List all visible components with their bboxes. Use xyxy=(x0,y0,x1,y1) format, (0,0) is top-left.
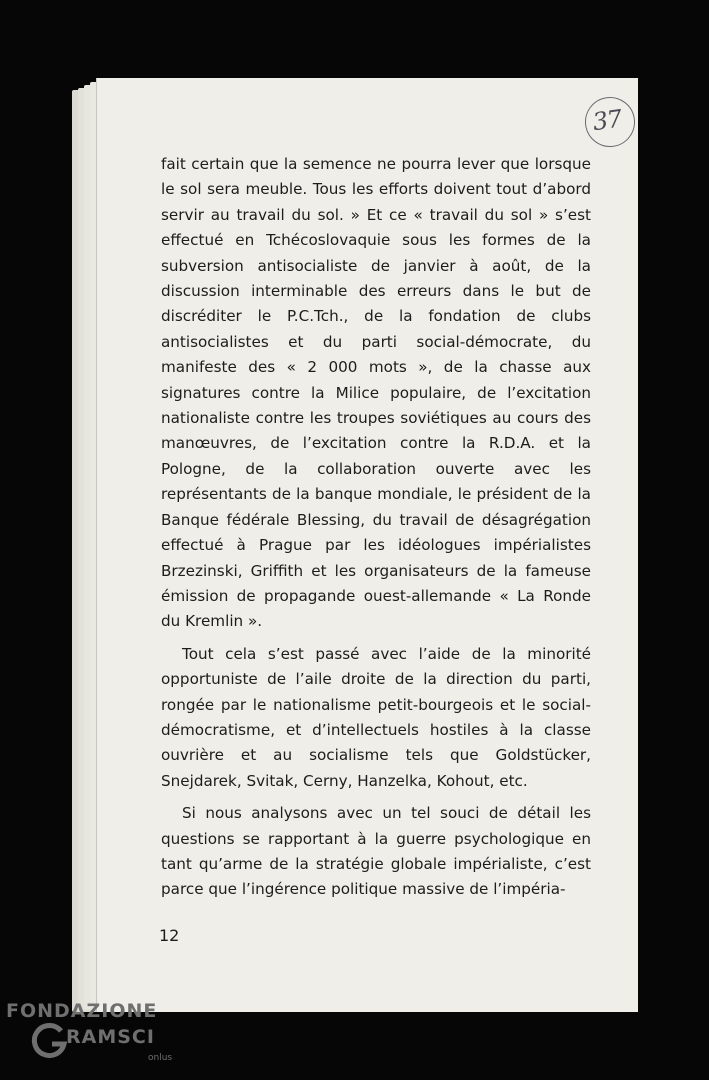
paragraph-3: Si nous analysons avec un tel souci de détail les questions se rapportant à la guerre psychologique en tant qu’arme de la stratégie globale impérialiste, c’est parce que l’ingérence politique massive de l’impéria- xyxy=(161,804,591,899)
archive-watermark xyxy=(6,1000,181,1080)
page-number: 12 xyxy=(159,926,180,945)
body-text xyxy=(161,152,591,903)
watermark-line-3: onlus xyxy=(148,1053,173,1063)
paragraph-1: fait certain que la semence ne pourra lever que lorsque le sol sera meuble. Tous les efforts doivent tout d’abord servir au travail du sol. » Et ce « travail du sol » s’est effectué en Tchécoslovaquie sous les formes de la subversion antisocialiste de janvier à août, de la discussion interminable des erreurs dans le but de discréditer le P.C.Tch., de la fondation de clubs antisocialistes et du parti social-démocrate, du manifeste des « 2 000 mots », de la chasse aux signatures contre la Milice populaire, de l’excitation nationaliste contre les troupes soviétiques au cours des manœuvres, de l’excitation contre la R.D.A. et la Pologne, de la collaboration ouverte avec les représentants de la banque mondiale, le président de la Banque fédérale Blessing, du travail de désagrégation effectué à Prague par les idéologues impérialistes Brzezinski, Griffith et les organisateurs de la fameuse émission de propagande ouest-allemande « La Ronde du Kremlin ». xyxy=(161,155,591,631)
watermark-line-1: FONDAZIONE xyxy=(6,1000,158,1022)
g-logo-icon xyxy=(31,1022,69,1060)
watermark-line-2: RAMSCI xyxy=(66,1026,155,1048)
page-note-text: 37 xyxy=(590,104,624,137)
paragraph-2: Tout cela s’est passé avec l’aide de la minorité opportuniste de l’aile droite de la direction du parti, rongée par le nationalisme petit-bourgeois et le social-démocratisme, et d’intellectuels hostiles à la classe ouvrière et au socialisme tels que Goldstücker, Snejdarek, Svitak, Cerny, Hanzelka, Kohout, etc. xyxy=(161,644,591,790)
